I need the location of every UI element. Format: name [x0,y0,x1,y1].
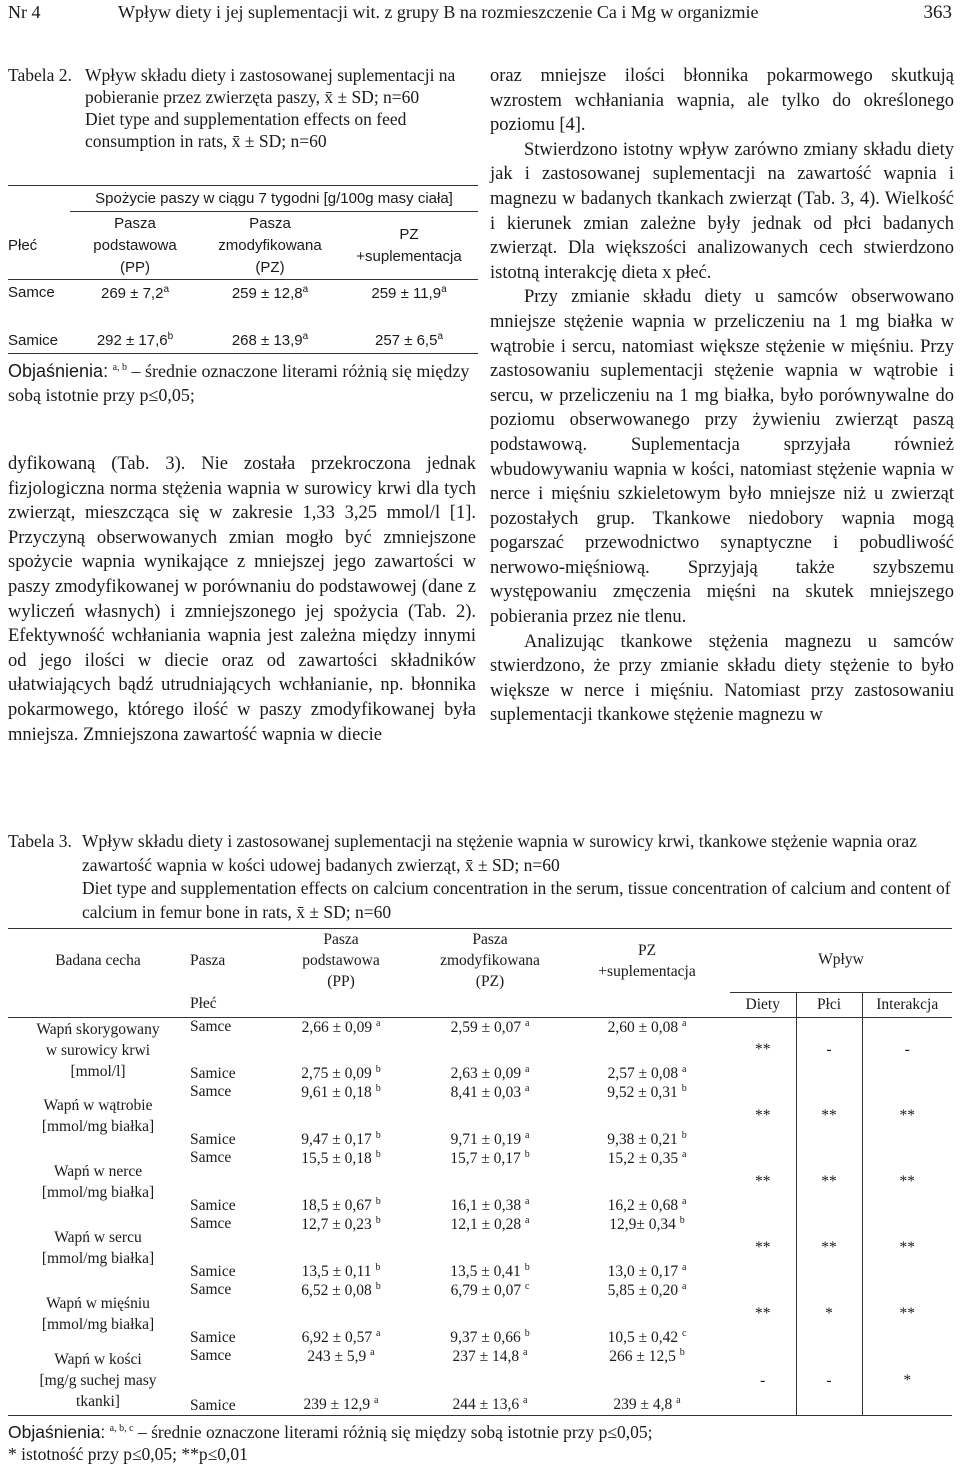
table2-group-header: Spożycie paszy w ciągu 7 tygodni [g/100g masy ciała] [70,186,478,212]
header-line: (PZ) [475,973,505,990]
notes-text: – średnie oznaczone literami różnią się między sobą istotnie przy p≤0,05; [8,361,470,405]
header-line: (PZ) [255,258,285,276]
interaction-effect: ** [862,1281,952,1347]
value-cell [416,1314,564,1347]
value: 13,5 ± 0,11 [301,1263,372,1280]
sig-letter: b [375,1083,381,1094]
interaction-effect: - [862,1017,952,1083]
paragraph: oraz mniejsze ilości błonnika pokarmowego skutkują wzrostem wchłaniania wapnia, ale tylko do określonego poziomu [4]. [490,66,954,136]
paragraph: Przy zmianie składu diety u samców obserwowano mniejsze stężenie wapnia w przeliczeniu na 1 mg białka w wątrobie i sercu, natomiast większe stężenie w mięśniu. Przy zastosowaniu suplementacji stężenie wapnia w wątrobie i sercu, w przeliczeniu na 1 mg białka, było porównywalne do poziomu obserwowanego przy żywieniu zwierząt paszą podstawową. Suplementacja sprzyjała również wbudowywaniu wapnia w kości, natomiast stężenie wapnia w nerce i mięśniu szkieletowym było mniejsze niż u zwierząt pozostałych grup. Tkankowe niedobory wapnia mogą pogarszać przewodnictwo synaptyczne i pobudliwość nerwowo-mięśniową. Sprzyjają także szybszemu występowaniu zmęczenia mięśni na skutek mniejszego pobierania przez nie tlenu. [490,287,954,628]
diet-effect: ** [755,1305,771,1322]
value-cell [564,1116,730,1149]
table-row [8,1215,952,1248]
col-trait: Badana cecha [8,929,188,993]
value-cell [564,1381,730,1415]
value: 15,5 ± 0,18 [301,1150,372,1168]
table-row [8,1347,952,1381]
sex-cell: Samce [190,1347,232,1364]
sex-effect: - [796,1347,862,1415]
value-cell [266,1050,416,1083]
table2-caption-pl: Wpływ składu diety i zastosowanej suplementacji na pobieranie przez zwierzęta paszy, x̄ ± SD; n=60 [85,65,456,107]
value: 9,52 ± 0,31 [607,1084,678,1102]
header-line: zmodyfikowana [218,236,322,254]
interaction-effect: ** [862,1149,952,1215]
trait-name-line: [mmol/l] [70,1062,126,1080]
page-number: 363 [923,2,952,23]
trait-name-line: [mmol/mg białka] [41,1118,155,1135]
sig-letter: a [441,284,447,295]
sig-letter: a [681,1281,687,1292]
value: 2,57 ± 0,08 [607,1065,679,1082]
diet-effect: ** [755,1107,771,1124]
running-title: Wpływ diety i jej suplementacji wit. z grupy B na rozmieszczenie Ca i Mg w organizmie [118,2,759,22]
sex-effect: ** [796,1215,862,1281]
value: 10,5 ± 0,42 [607,1329,679,1346]
value-cell [564,1215,730,1248]
header-line: (PP) [120,258,150,276]
value-cell [416,1050,564,1083]
sig-letter: c [681,1327,687,1339]
value-cell [266,1381,416,1415]
trait-name-line: [mmol/mg białka] [41,1184,155,1201]
value: 15,7 ± 0,17 [450,1150,521,1168]
value: 237 ± 14,8 [452,1348,520,1366]
value: 292 ± 17,6 [96,332,168,349]
table3-caption-en: Diet type and supplementation effects on calcium concentration in the serum, tissue concentration of calcium and content of calcium in femur bone in rats, x̄ ± SD; n=60 [82,878,951,922]
sig-letter: b [375,1195,381,1207]
value-cell [340,318,478,354]
trait-name-line: [mg/g suchej masy [39,1372,157,1390]
trait-name-line: [mmol/mg białka] [41,1316,155,1333]
value: 6,52 ± 0,08 [301,1282,372,1300]
value: 18,5 ± 0,67 [301,1197,372,1214]
value: 8,41 ± 0,03 [450,1084,522,1102]
value-cell [416,1248,564,1281]
notes-label: Objaśnienia: [8,1421,106,1442]
sig-letter: a [524,1195,530,1207]
value: 259 ± 12,8 [231,285,303,302]
sex-effect: * [796,1281,862,1347]
value-cell [416,1281,564,1314]
sex-cell: Samce [190,1149,232,1166]
col-feed: Pasza [188,929,266,993]
sex-cell: Samice [190,1197,236,1214]
value: 12,7 ± 0,23 [301,1216,372,1234]
sex-cell: Samce [8,284,55,301]
sig-letter: b [681,1129,687,1141]
diet-effect: ** [755,1173,771,1190]
header-line: Pasza [114,214,156,232]
header-line: Pasza [323,931,359,948]
trait-name [8,1347,188,1415]
notes-sup: a, b [112,362,128,373]
sig-letter: a [681,1149,687,1160]
sex-effect: ** [796,1149,862,1215]
col-interaction: Interakcja [862,992,952,1017]
table2-label: Tabela 2. [8,65,72,85]
value-cell [266,1182,416,1215]
value-cell [416,1149,564,1182]
trait-name-line: Wapń w sercu [54,1229,142,1246]
value-cell [416,1381,564,1415]
sex-cell: Samice [190,1263,236,1280]
value: 2,66 ± 0,09 [301,1018,373,1036]
header-line: (PP) [327,973,355,990]
issue-number: Nr 4 [8,2,41,22]
value: 6,79 ± 0,07 [450,1282,522,1300]
sig-letter: b [375,1261,381,1273]
sig-letter: a [676,1395,681,1407]
sig-letter: b [524,1327,530,1339]
value: 266 ± 12,5 [609,1348,676,1366]
sex-cell: Samice [190,1131,236,1148]
sig-letter: a [302,331,309,342]
value: 257 ± 6,5 [374,332,438,349]
col-effect: Wpływ [730,929,952,993]
trait-name-line: Wapń w wątrobie [43,1097,153,1114]
value: 12,1 ± 0,28 [450,1216,522,1234]
value: 239 ± 4,8 [613,1396,673,1414]
table3-caption-pl: Wpływ składu diety i zastosowanej suplementacji na stężenie wapnia w surowicy krwi, tkankowe stężenie wapnia oraz zawartość wapnia w kości udowej badanych zwierząt, x̄ ± SD; n=60 [82,831,917,875]
value: 2,60 ± 0,08 [607,1018,679,1036]
header-line: PZ [637,941,657,959]
header-line: PZ [399,225,419,243]
value: 9,47 ± 0,17 [301,1131,372,1148]
table2-col-pp [70,212,200,280]
table3 [8,928,952,1416]
value: 268 ± 13,9 [231,332,303,349]
sig-letter: b [375,1129,381,1141]
sig-letter: b [681,1083,687,1094]
sig-letter: a [523,1347,528,1358]
value: 259 ± 11,9 [371,285,442,302]
sex-effect: - [796,1017,862,1083]
value-cell [266,1215,416,1248]
sig-letter: a [524,1017,530,1029]
table3-notes [8,1418,952,1465]
value-cell [266,1017,416,1050]
trait-name [8,1083,188,1149]
col-pzs [564,929,730,993]
trait-name-line: Wapń skorygowany [36,1020,160,1038]
right-column-text [490,64,954,728]
value: 9,37 ± 0,66 [450,1329,521,1346]
sig-letter: a [375,1327,381,1339]
notes-label: Objaśnienia: [8,361,109,381]
notes-text: – średnie oznaczone literami różnią się między sobą istotnie przy p≤0,05; [137,1421,653,1442]
notes-sup: a, b, c [109,1423,134,1434]
sig-letter: b [524,1149,530,1160]
sig-letter: b [524,1261,530,1273]
value: 13,5 ± 0,41 [450,1263,521,1280]
col-pp [266,929,416,993]
value-cell [564,1248,730,1281]
table-row [8,280,478,318]
sex-cell: Samce [190,1215,232,1232]
value-cell [564,1347,730,1381]
value-cell [564,1149,730,1182]
sig-letter: a [681,1261,687,1273]
sig-letter: a [370,1347,375,1358]
value-cell [266,1248,416,1281]
trait-name-line: tkanki] [76,1393,120,1411]
table-row [8,1017,952,1050]
value-cell [416,1215,564,1248]
sex-cell: Samce [190,1083,232,1100]
value: 269 ± 7,2 [100,285,164,302]
value: 9,38 ± 0,21 [607,1131,678,1148]
table-row [8,1083,952,1116]
diet-effect: ** [755,1041,771,1059]
sig-letter: b [679,1215,685,1226]
table2-col-pzs [340,212,478,280]
value-cell [416,1347,564,1381]
value-cell [70,318,200,354]
value-cell [416,1017,564,1050]
sig-letter: a [681,1195,687,1207]
value: 6,92 ± 0,57 [301,1329,373,1346]
value-cell [564,1281,730,1314]
value-cell [564,1314,730,1347]
table2-notes [8,356,476,407]
value-cell [564,1017,730,1050]
col-sex: Płeć [188,992,266,1017]
col-sex-effect: Płci [796,992,862,1017]
sig-letter: a [681,1063,687,1075]
trait-name-line: Wapń w nerce [53,1163,143,1180]
table2-col-sex: Płeć [8,212,70,280]
value-cell [266,1083,416,1116]
value-cell [266,1314,416,1347]
sig-letter: b [375,1063,381,1075]
col-pz [416,929,564,993]
col-diet-effect: Diety [730,992,796,1017]
sex-cell: Samce [190,1281,232,1298]
significance-note: * istotność przy p≤0,05; **p≤0,01 [8,1443,248,1464]
value-cell [266,1281,416,1314]
sig-letter: b [375,1281,381,1292]
paragraph: Analizując tkankowe stężenia magnezu u samców stwierdzono, że przy zmianie składu diety stężenie to było większe w nerce i mięśniu. Natomiast przy zastosowaniu suplementacji tkankowe stężenie magnezu w [490,631,954,726]
interaction-effect: ** [862,1083,952,1149]
sex-cell: Samice [190,1065,236,1082]
value: 2,75 ± 0,09 [301,1065,372,1082]
value-cell [266,1347,416,1381]
header-line: Pasza [249,214,291,232]
sig-letter: c [524,1281,530,1292]
sex-cell: Samice [188,1381,266,1415]
value-cell [200,280,340,318]
left-column-text: dyfikowaną (Tab. 3). Nie została przekroczona jednak fizjologiczna norma stężenia wapnia w surowicy krwi dla tych zwierząt, mieszcząca się w zakresie 1,33 3,25 mmol/l [1]. Przyczyną obserwowanych zmian mogło być zmniejszone spożycie wapnia wynikające z mniejszej jego zawartości w paszy zmodyfikowanej w porównaniu do podstawowej (dane z wyliczeń własnych) i zmniejszonego jej spożycia (Tab. 2). Efektywność wchłaniania wapnia jest zależna między innymi od jego ilości w diecie oraz od zawartości składników ułatwiających bądź utrudniających wchłanianie, np. błonnika pokarmowego, którego ilość w paszy zmodyfikowanej była mniejsza. Zmniejszona zawartość wapnia w diecie [8,454,476,745]
value: 2,59 ± 0,07 [450,1018,522,1036]
sig-letter: a [524,1063,530,1075]
table3-caption [8,830,958,924]
trait-name-line: Wapń w kości [54,1351,142,1369]
value-cell [340,280,478,318]
value-cell [564,1182,730,1215]
trait-name [8,1281,188,1347]
sig-letter: b [375,1215,381,1226]
trait-name [8,1149,188,1215]
value: 13,0 ± 0,17 [607,1263,679,1280]
table2-caption [8,64,476,152]
diet-effect: ** [755,1239,771,1256]
value-cell [416,1116,564,1149]
value-cell [200,318,340,354]
trait-name-line: Wapń w mięśniu [46,1295,150,1312]
running-header [8,0,952,30]
header-line: +suplementacja [356,247,462,265]
value-cell [70,280,200,318]
trait-name [8,1215,188,1281]
sex-cell: Samice [190,1329,236,1346]
value: 5,85 ± 0,20 [607,1282,679,1300]
trait-name-line: w surowicy krwi [45,1041,151,1059]
sig-letter: a [681,1017,687,1029]
value: 9,61 ± 0,18 [301,1084,372,1102]
value: 239 ± 12,9 [303,1396,371,1414]
sex-cell: Samce [190,1017,232,1035]
sig-letter: a [437,331,443,342]
table2 [8,185,478,354]
header-line: zmodyfikowana [440,952,540,969]
value: 12,9± 0,34 [609,1216,676,1234]
table2-col-pz [200,212,340,280]
sig-letter: a [524,1129,530,1141]
interaction-effect: * [862,1347,952,1415]
table-row [8,1281,952,1314]
value-cell [564,1083,730,1116]
table2-caption-en: Diet type and supplementation effects on feed consumption in rats, x̄ ± SD; n=60 [85,109,407,151]
sig-letter: a [375,1017,381,1029]
sig-letter: b [375,1149,381,1160]
sig-letter: a [523,1395,528,1407]
table-row [8,1149,952,1182]
sex-cell: Samice [8,318,70,354]
value-cell [416,1083,564,1116]
sig-letter: b [679,1347,685,1358]
sig-letter: a [302,284,309,295]
value-cell [266,1116,416,1149]
trait-name-line: [mmol/mg białka] [41,1250,155,1267]
table3-label: Tabela 3. [8,831,72,851]
value: 2,63 ± 0,09 [450,1065,522,1082]
value: 16,2 ± 0,68 [607,1197,679,1214]
diet-effect: - [730,1347,796,1415]
value: 15,2 ± 0,35 [607,1150,679,1168]
sig-letter: b [167,331,174,342]
value: 9,71 ± 0,19 [450,1131,522,1148]
header-line: podstawowa [93,236,177,254]
trait-name [8,1017,188,1083]
sig-letter: a [374,1395,379,1407]
value-cell [416,1182,564,1215]
header-line: +suplementacja [598,962,696,980]
value: 16,1 ± 0,38 [450,1197,522,1214]
header-line: podstawowa [302,952,380,969]
value: 243 ± 5,9 [307,1348,367,1366]
value-cell [266,1149,416,1182]
sig-letter: a [524,1215,530,1226]
interaction-effect: ** [862,1215,952,1281]
sex-effect: ** [796,1083,862,1149]
header-line: Pasza [472,931,508,948]
table-row [8,318,478,354]
value: 244 ± 13,6 [452,1396,520,1414]
sig-letter: a [524,1083,530,1094]
paragraph: Stwierdzono istotny wpływ zarówno zmiany składu diety jak i zastosowanej suplementacji na zawartość wapnia i magnezu w badanych tkankach zwierząt (Tab. 3, 4). Wielkość i kierunek zmian zależne były jednak od płci badanych zwierząt. Dla większości analizowanych cech stwierdzono istotną interakcję dieta x płeć. [490,139,954,283]
sig-letter: a [163,284,169,295]
value-cell [564,1050,730,1083]
